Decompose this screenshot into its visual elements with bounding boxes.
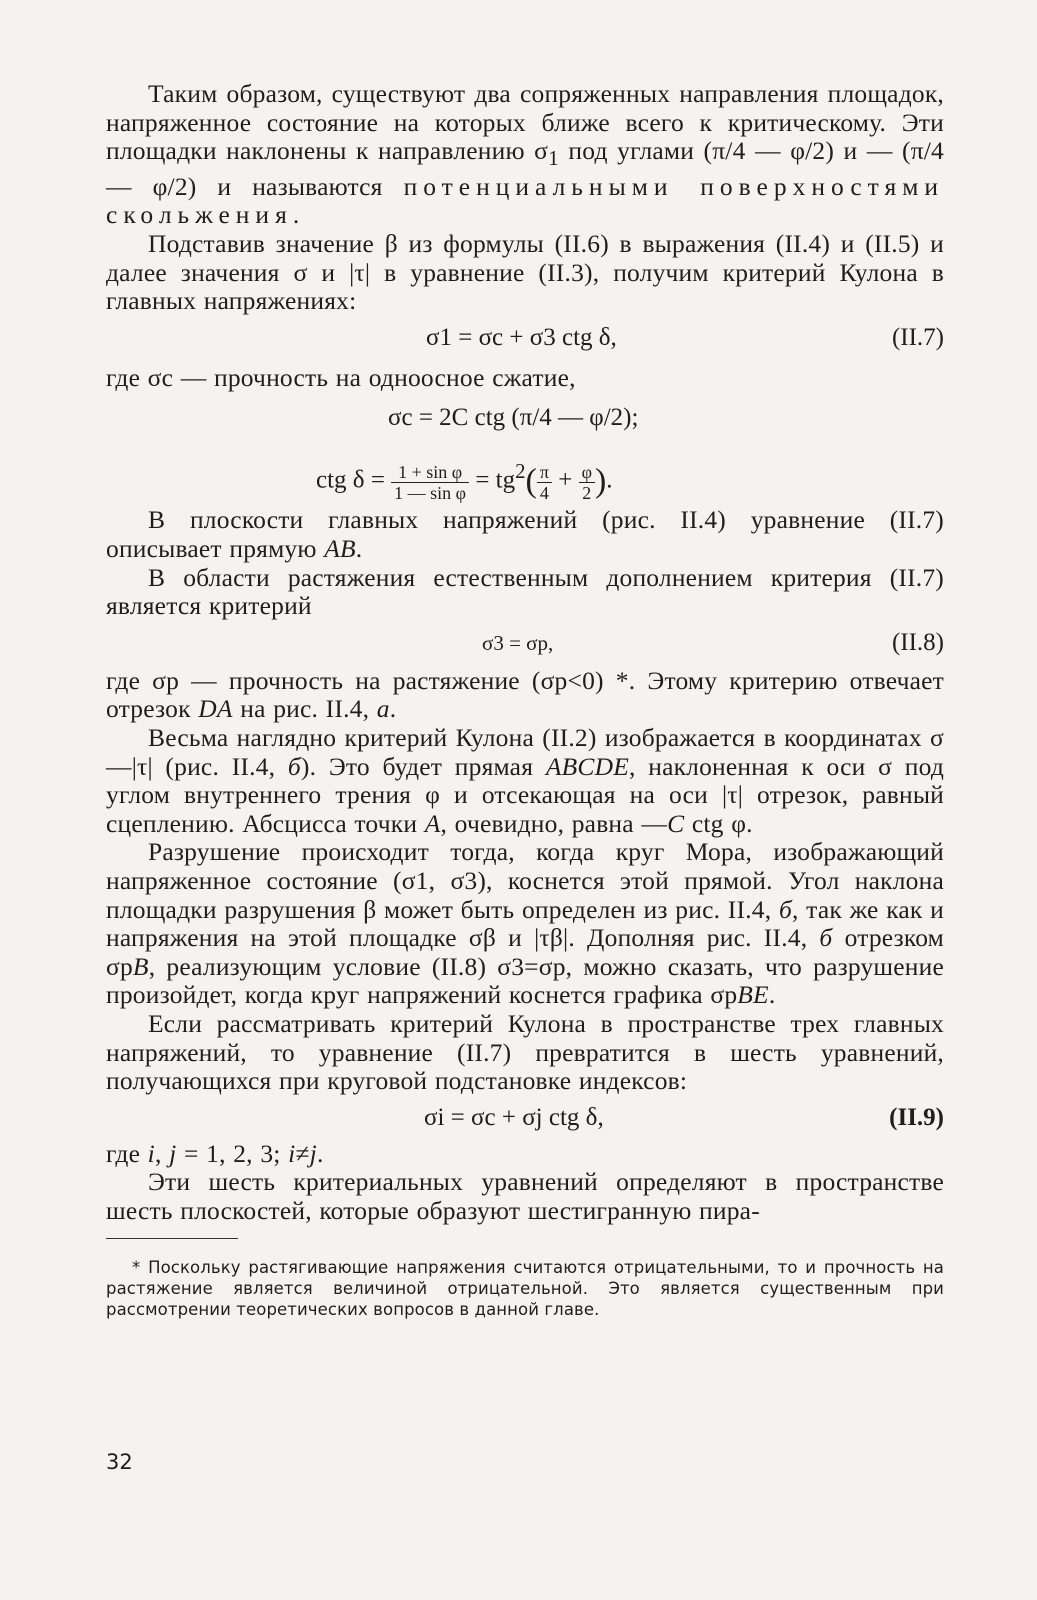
emphasis-term: потенциальными поверхностями скольжения — [106, 171, 944, 230]
formula-sigma-c — [106, 396, 944, 440]
paragraph-10: где i, j = 1, 2, 3; i≠j. — [106, 1138, 324, 1168]
page-body — [106, 80, 944, 1320]
footnote: * Поскольку растягивающие напряжения считаются отрицательными, то и прочность на растяжение является величиной отрицательной. Это является существенным при рассмотрении теоретических вопросов в данной главе. — [106, 1257, 944, 1319]
formula-II-7 — [106, 316, 944, 360]
formula-II-8-body: σ3 = σp, — [482, 630, 554, 655]
paragraph-5: В области растяжения естественным дополнением критерия (II.7) является критерий — [106, 562, 944, 621]
formula-sigma-c-body: σc = 2C ctg (π/4 — φ/2); — [388, 404, 639, 432]
paragraph-1: Таким образом, существуют два сопряженных направления площадок, напряженное состояние на которых ближе всего к критическому. Эти площадки наклонены к направлению $\sigma_1$ под углами (π/4 — φ/2) и — (π/4 — φ/2) и называются потенциальными поверхностями скольжения. — [106, 79, 944, 230]
fraction-sin: $\frac{\text{1 + sin φ}}{\text{1 — sin φ}}$ — [391, 462, 469, 503]
formula-II-9 — [106, 1096, 944, 1140]
formula-ctg-delta-body: ctg δ = $\frac{\text{1 + sin φ}}{\text{1 — sin φ}}$ = $tg^2$( $\frac{\pi}{4}$ + $\frac{\varphi}{2}$ ). — [316, 459, 613, 503]
paragraph-7: Весьма наглядно критерий Кулона (II.2) изображается в координатах σ—|τ| (рис. II.4, б). Это будет прямая ABCDE, наклоненная к оси σ под углом внутреннего трения φ и отсекающая на оси |τ| отрезок, равный сцеплению. Абсцисса точки A, очевидно, равна —C ctg φ. — [106, 723, 944, 838]
footnote-divider — [106, 1238, 238, 1239]
paragraph-8: Разрушение происходит тогда, когда круг Мора, изображающий напряженное состояние (σ1, σ3), коснется этой прямой. Угол наклона площадки разрушения β может быть определен из рис. II.4, б, так же как и напряжения на этой площадке σβ и |τβ|. Дополняя рис. II.4, б отрезком σpB, реализующим условие (II.8) σ3=σp, можно сказать, что разрушение произойдет, когда круг напряжений коснется графика σpBE. — [106, 837, 944, 1010]
paragraph-11: Эти шесть критериальных уравнений определяют в пространстве шесть плоскостей, которые образуют шестигранную пира- — [106, 1167, 944, 1225]
formula-II-9-body: σi = σc + σj ctg δ, — [424, 1103, 604, 1131]
formula-ctg-delta — [106, 440, 944, 502]
paragraph-2: Подставив значение β из формулы (II.6) в выражения (II.4) и (II.5) и далее значения σ и |τ| в уравнение (II.3), получим критерий Кулона в главных напряжениях: — [106, 229, 944, 316]
formula-II-9-number: (II.9) — [889, 1103, 944, 1131]
paragraph-3: где σc — прочность на одноосное сжатие, — [106, 362, 576, 392]
paragraph-9: Если рассматривать критерий Кулона в пространстве трех главных напряжений, то уравнение (II.7) превратится в шесть уравнений, получающихся при круговой подстановке индексов: — [106, 1008, 944, 1096]
formula-II-8-number: (II.8) — [891, 628, 944, 656]
paragraph-6: где σp — прочность на растяжение (σp<0) *. Этому критерию отвечает отрезок DA на рис. II.4, а. — [106, 665, 944, 724]
formula-II-7-body: σ1 = σc + σ3 ctg δ, — [426, 323, 617, 351]
formula-II-8 — [106, 621, 944, 665]
formula-II-7-number: (II.7) — [891, 323, 944, 351]
page-number: 32 — [106, 1450, 133, 1474]
paragraph-4: В плоскости главных напряжений (рис. II.4) уравнение (II.7) описывает прямую AB. — [106, 505, 944, 564]
